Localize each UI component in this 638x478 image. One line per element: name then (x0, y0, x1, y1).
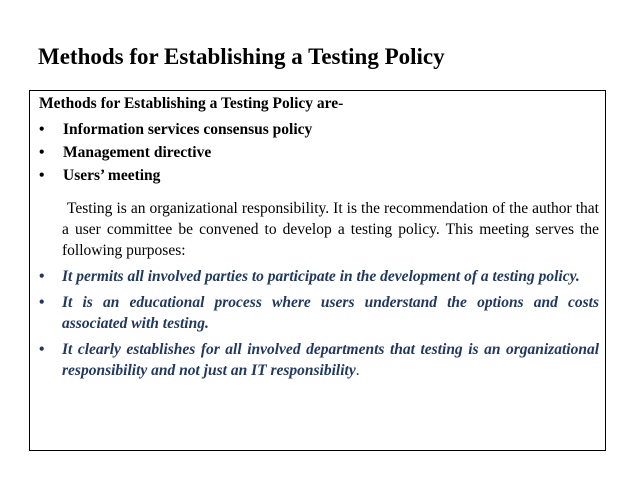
slide-title: Methods for Establishing a Testing Policy (38, 44, 445, 69)
method-label: Information services consensus policy (63, 121, 313, 138)
purpose-item (39, 339, 599, 381)
bullet-icon: • (39, 121, 45, 138)
content-box (29, 90, 606, 451)
methods-list (39, 118, 312, 187)
method-item (39, 118, 312, 141)
method-item (39, 141, 312, 164)
purpose-text: It permits all involved parties to participate in the development of a testing policy. (62, 268, 580, 285)
purpose-text: It clearly establishes for all involved departments that testing is an organizational responsibility and not just an IT responsibility (62, 341, 599, 379)
bullet-icon: • (39, 144, 45, 161)
method-item (39, 164, 312, 187)
body-paragraph: Testing is an organizational responsibility. It is the recommendation of the author that a user committee be convened to develop a testing policy. This meeting serves the following purposes: (62, 200, 599, 259)
method-label: Management directive (63, 144, 212, 161)
bullet-icon: • (39, 268, 45, 285)
bullet-icon: • (39, 294, 45, 311)
purpose-trailing-mark: . (355, 362, 360, 379)
intro-heading: Methods for Establishing a Testing Policy are- (39, 95, 344, 112)
purposes-list (39, 266, 599, 386)
purpose-item (39, 292, 599, 334)
purpose-text: It is an educational process where users understand the options and costs associated with testing. (62, 294, 599, 332)
bullet-icon: • (39, 341, 45, 358)
method-label: Users’ meeting (63, 167, 161, 184)
bullet-icon: • (39, 167, 45, 184)
purpose-item (39, 266, 599, 287)
